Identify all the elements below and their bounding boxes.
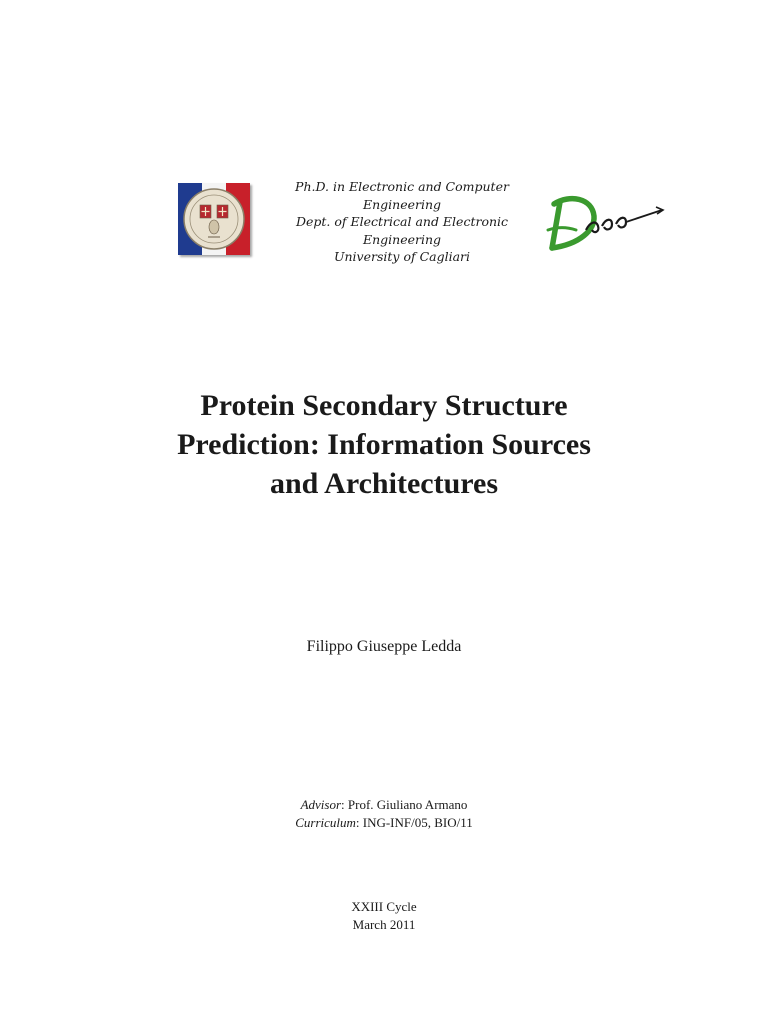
curriculum-label: Curriculum bbox=[295, 814, 356, 830]
dept-line: University of Cagliari bbox=[333, 249, 471, 264]
title-line: Prediction: Information Sources bbox=[177, 428, 591, 461]
dept-line: Engineering bbox=[362, 196, 442, 212]
thesis-title bbox=[0, 386, 768, 503]
dept-line: Dept. of Electrical and Electronic bbox=[295, 214, 509, 229]
cycle-block bbox=[0, 898, 768, 933]
curriculum-line bbox=[0, 814, 768, 832]
advisor-block bbox=[0, 796, 768, 831]
date-line: March 2011 bbox=[352, 916, 416, 932]
advisor-label: Advisor bbox=[300, 797, 342, 812]
title-line: and Architectures bbox=[269, 467, 499, 500]
department-info bbox=[285, 178, 519, 266]
author-name: Filippo Giuseppe Ledda bbox=[306, 638, 462, 655]
advisor-value: : Prof. Giuliano Armano bbox=[341, 797, 468, 812]
curriculum-value: : ING-INF/05, BIO/11 bbox=[355, 814, 473, 830]
dept-line: Engineering bbox=[362, 231, 442, 247]
diee-logo-icon bbox=[540, 186, 665, 256]
advisor-line bbox=[0, 796, 768, 814]
cycle-line: XXIII Cycle bbox=[351, 899, 417, 914]
university-seal-icon bbox=[178, 183, 250, 255]
dept-line: Ph.D. in Electronic and Computer bbox=[295, 179, 509, 194]
title-line: Protein Secondary Structure bbox=[200, 389, 568, 422]
header bbox=[0, 178, 768, 278]
